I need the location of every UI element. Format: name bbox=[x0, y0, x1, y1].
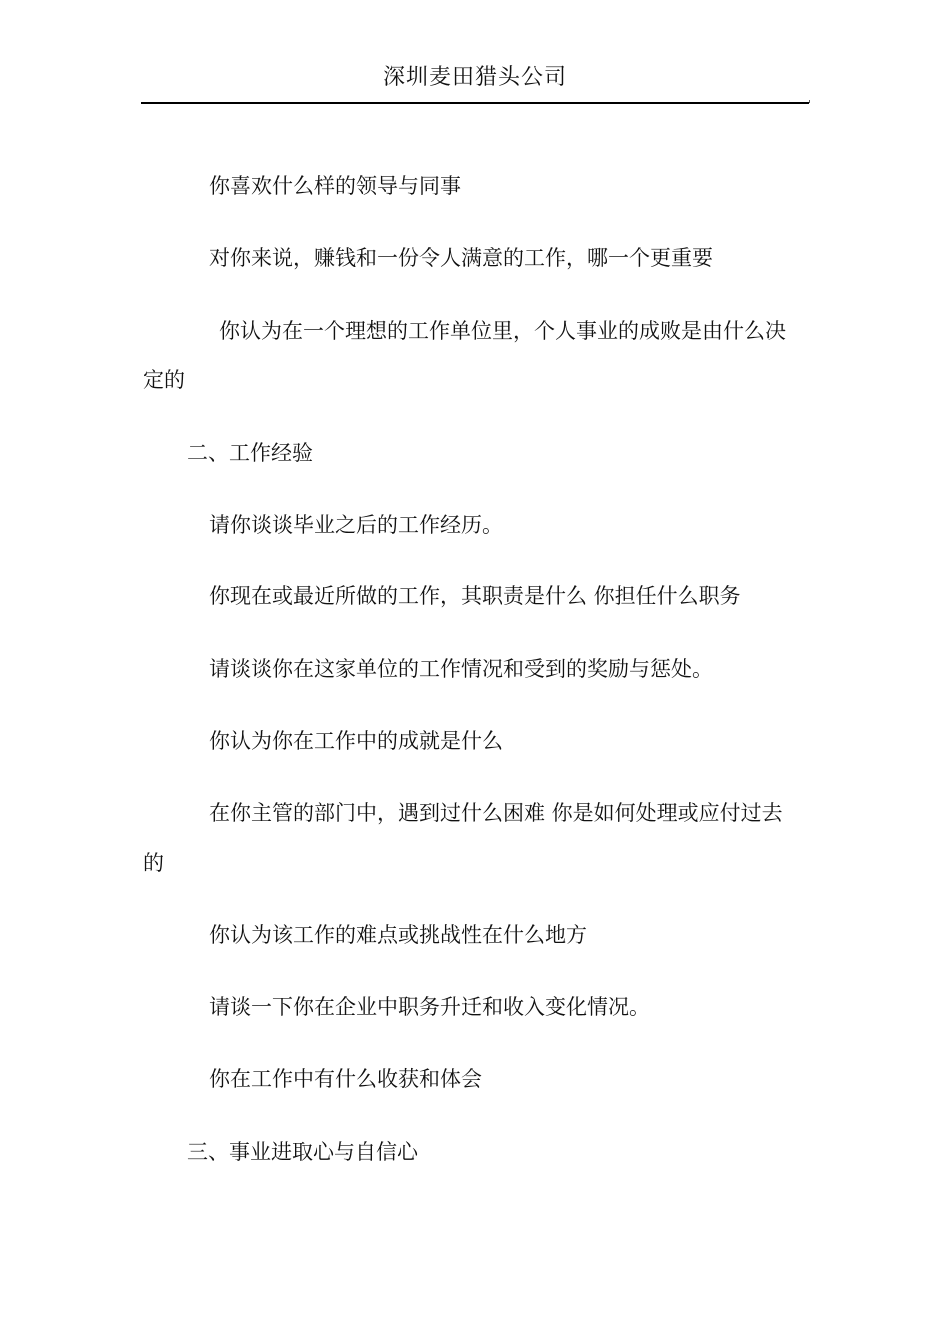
question-current-duties: 你现在或最近所做的工作，其职责是什么 你担任什么职务 bbox=[209, 584, 741, 608]
company-name-header: 深圳麦田猎头公司 bbox=[382, 65, 567, 90]
question-gains: 你在工作中有什么收获和体会 bbox=[209, 1067, 482, 1091]
question-promotion-income: 请谈一下你在企业中职务升迁和收入变化情况。 bbox=[209, 995, 650, 1019]
section-heading-ambition-confidence: 三、事业进取心与自信心 bbox=[187, 1140, 418, 1164]
question-difficulties-line1: 在你主管的部门中，遇到过什么困难 你是如何处理或应付过去 bbox=[209, 801, 783, 825]
question-success-factor-line2: 定的 bbox=[143, 368, 185, 392]
question-achievements: 你认为你在工作中的成就是什么 bbox=[209, 729, 503, 753]
question-leader-colleague: 你喜欢什么样的领导与同事 bbox=[209, 174, 461, 198]
question-challenges: 你认为该工作的难点或挑战性在什么地方 bbox=[209, 923, 587, 947]
header-divider-endmark bbox=[809, 100, 810, 103]
header-divider bbox=[141, 102, 809, 104]
question-rewards-penalties: 请谈谈你在这家单位的工作情况和受到的奖励与惩处。 bbox=[209, 657, 713, 681]
section-heading-work-experience: 二、工作经验 bbox=[187, 441, 313, 465]
question-success-factor-line1: 你认为在一个理想的工作单位里，个人事业的成败是由什么决 bbox=[219, 319, 786, 343]
question-money-vs-job: 对你来说，赚钱和一份令人满意的工作，哪一个更重要 bbox=[209, 246, 713, 270]
question-work-history: 请你谈谈毕业之后的工作经历。 bbox=[209, 513, 503, 537]
question-difficulties-line2: 的 bbox=[143, 851, 164, 875]
